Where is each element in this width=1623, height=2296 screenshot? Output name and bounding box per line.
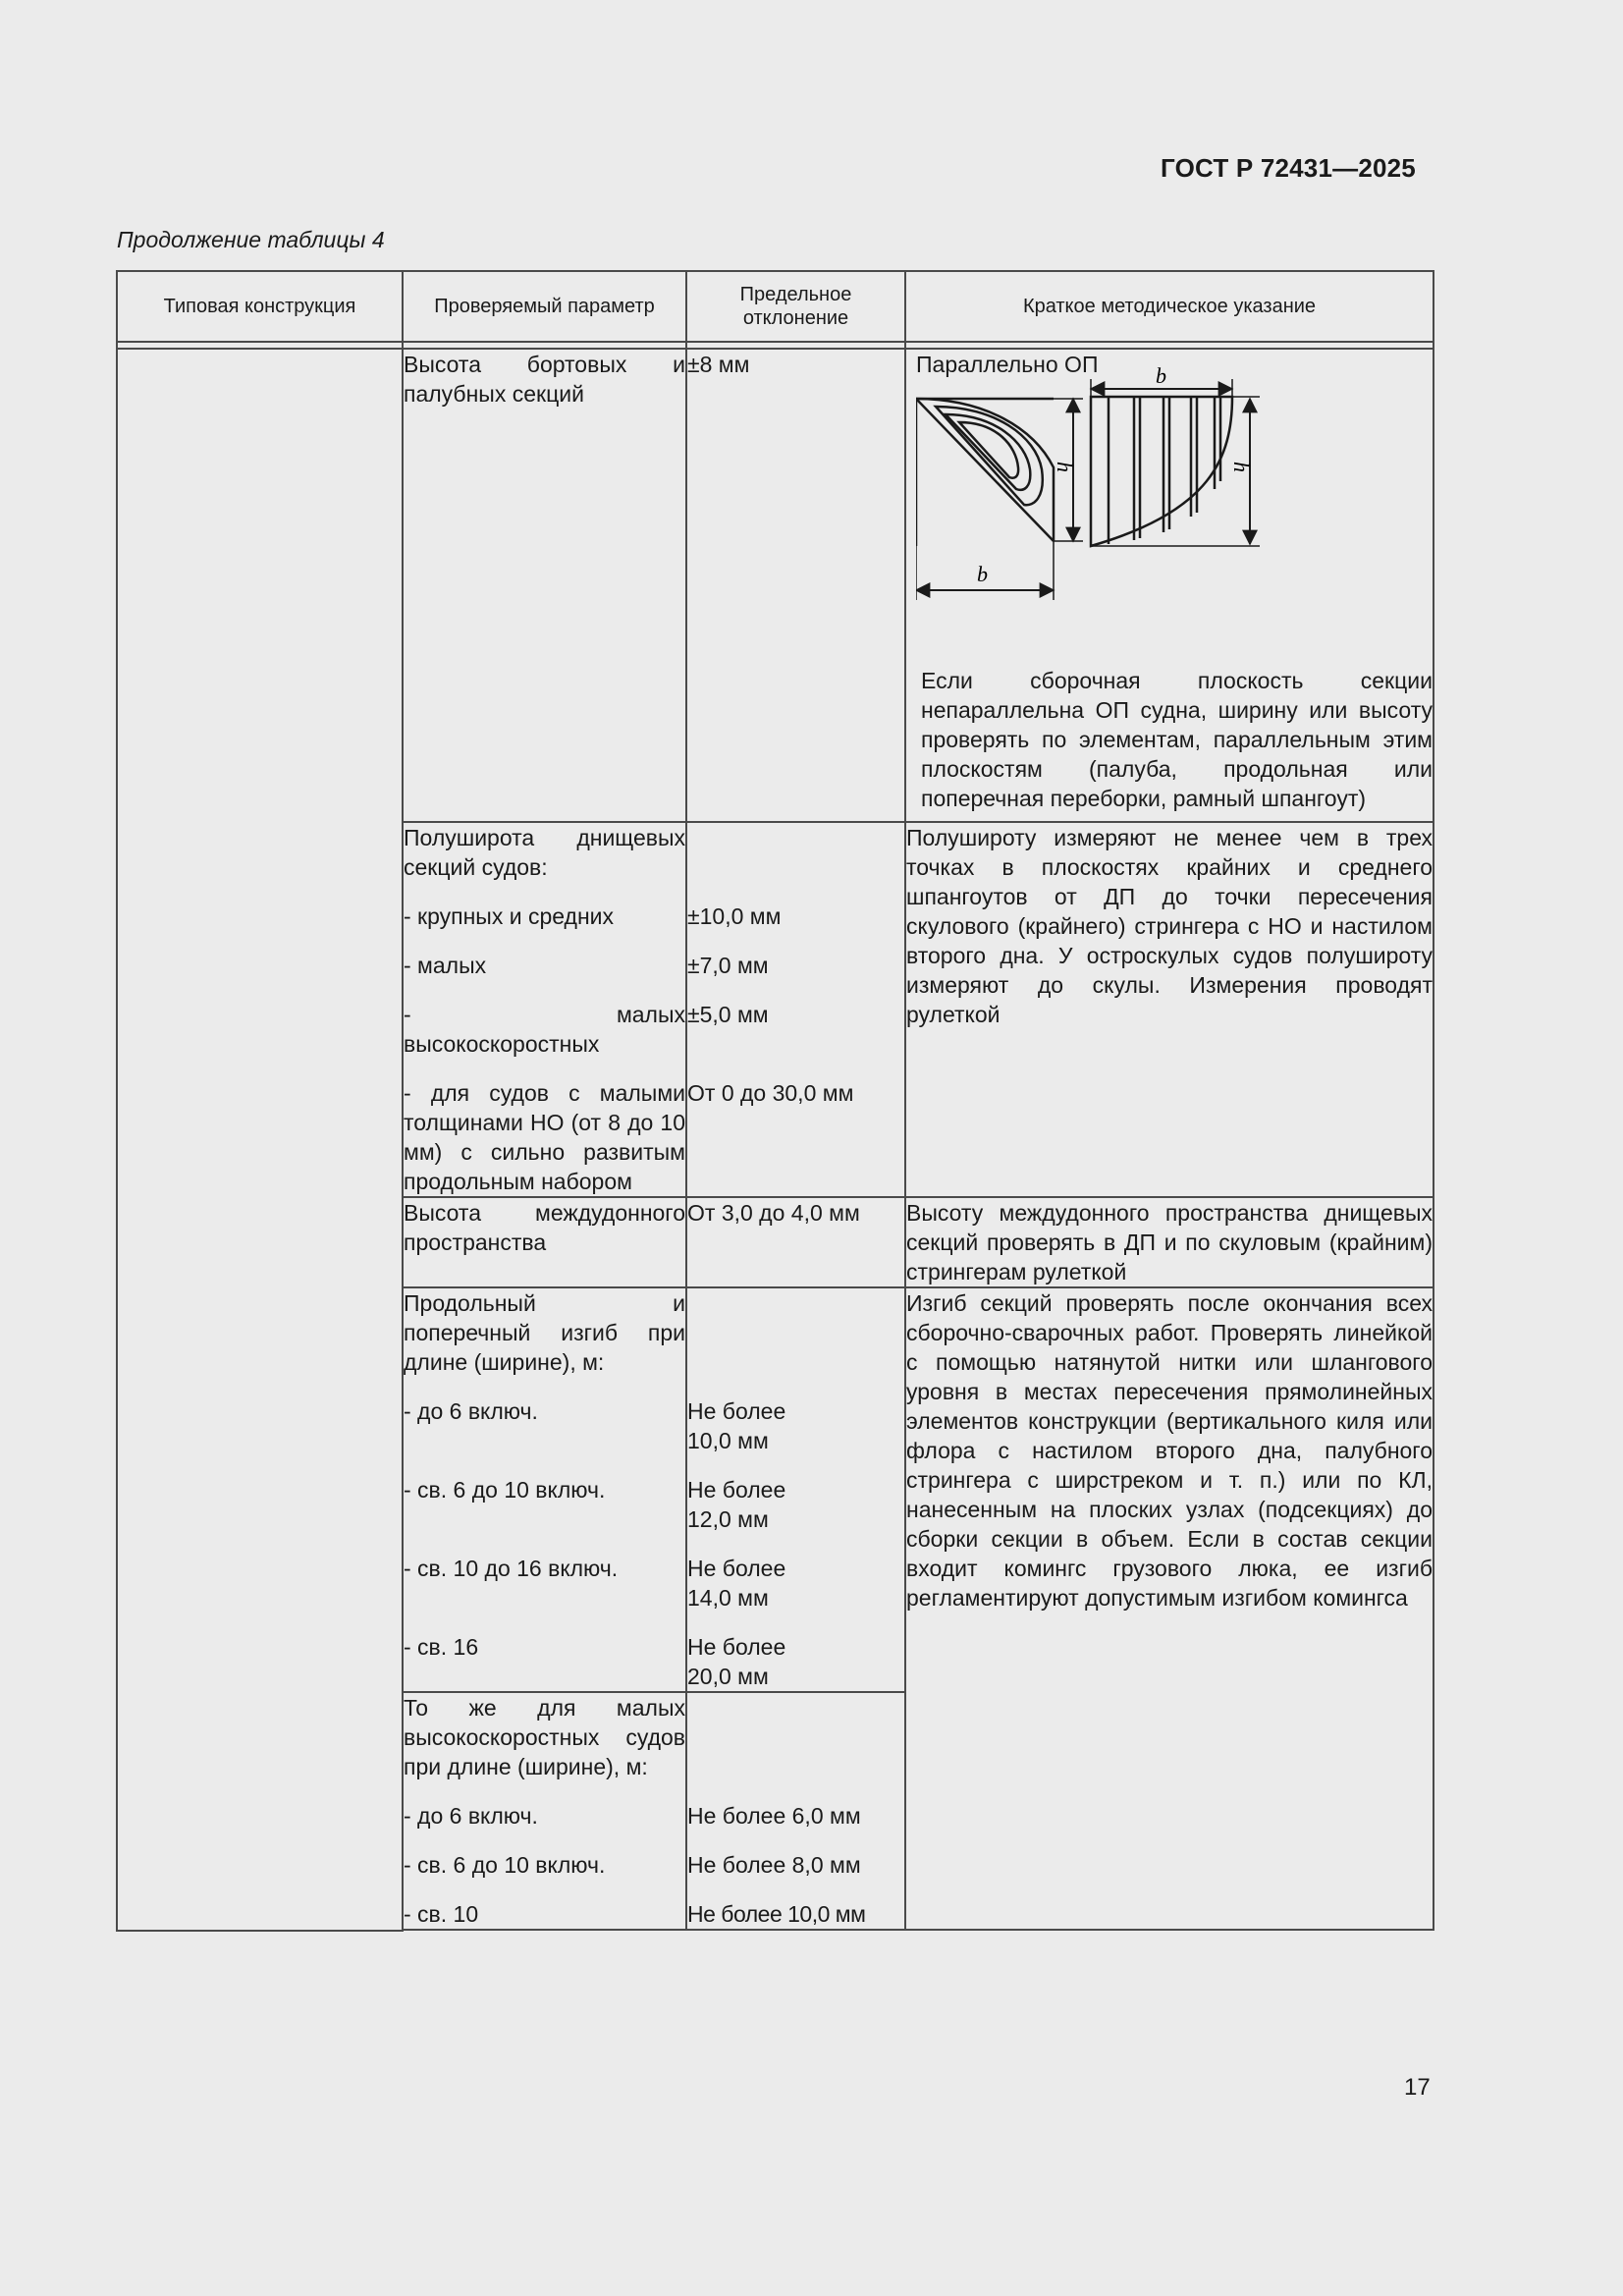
- parameter-cell: Высота бортовых и палубных секций: [403, 349, 686, 822]
- parameter-item: - св. 10 до 16 включ.: [404, 1556, 619, 1581]
- right-section-shape: [1091, 397, 1232, 546]
- parameter-item: - малых: [404, 953, 487, 978]
- tolerance-value: Не более 10,0 мм: [687, 1398, 786, 1453]
- parameter-item: - св. 6 до 10 включ.: [404, 1477, 606, 1503]
- parameter-item: - для судов с малыми толщинами НО (от 8 до 10 мм) с сильно развитым продольным набором: [404, 1080, 685, 1194]
- instruction-cell: Полушироту измеряют не менее чем в трех точках в плоскостях крайних и среднего шпангоутов от ДП до точки пересечения скулового (крайнего) стрингера с НО и настилом второго дна. У остроскулых судов полушироту измеряют до скулы. Измерения проводят рулеткой: [905, 822, 1434, 1197]
- instruction-cell: Изгиб секций проверять после окончания всех сборочно-сварочных работ. Проверять линейкой с помощью натянутой нитки или шлангового уровня в местах пересечения прямолинейных элементов конструкции (вертикального киля или флора с настилом второго дна, палубного стрингера с ширстреком и т. п.) или по КЛ, нанесенным на плоских узлах (подсекциях) до сборки секции в объем. Если в состав секции входит комингс грузового люка, ее изгиб регламентируют допустимым изгибом комингса: [905, 1287, 1434, 1930]
- section-diagram: [916, 350, 1433, 674]
- table-row: [117, 349, 1434, 822]
- tolerance-table: [116, 270, 1434, 1932]
- label-b-right: b: [1156, 363, 1166, 388]
- diagram-label: Параллельно ОП: [916, 352, 1099, 377]
- tolerance-value: Не более 8,0 мм: [687, 1852, 861, 1878]
- left-section-shape: [916, 399, 1054, 546]
- parameter-cell: [403, 1287, 686, 1692]
- section-measurement-figure: [916, 350, 1427, 674]
- parameter-item: - до 6 включ.: [404, 1803, 538, 1829]
- column-header: Краткое методическое указание: [905, 271, 1434, 342]
- tolerance-cell: [686, 822, 905, 1197]
- tolerance-cell: [686, 1692, 905, 1930]
- parameter-cell: [403, 822, 686, 1197]
- table-header-row: [117, 271, 1434, 342]
- tolerance-cell: [686, 1287, 905, 1692]
- tolerance-value: Не более 6,0 мм: [687, 1803, 861, 1829]
- page-number: 17: [1404, 2074, 1431, 2101]
- label-h-left: h: [1053, 462, 1077, 472]
- tolerance-value: ±10,0 мм: [687, 903, 782, 929]
- header-separator: [117, 342, 1434, 349]
- table-caption: Продолжение таблицы 4: [117, 227, 385, 252]
- parameter-item: - св. 6 до 10 включ.: [404, 1852, 606, 1878]
- instruction-text: Если сборочная плоскость секции непараллельна ОП судна, ширину или высоту проверять по элементам, параллельным этим плоскостям (палуба, продольная или поперечная переборки, рамный шпангоут): [921, 668, 1433, 811]
- tolerance-value: От 0 до 30,0 мм: [687, 1080, 854, 1106]
- column-header: Предельное отклонение: [686, 271, 905, 342]
- tolerance-value: ±5,0 мм: [687, 1002, 769, 1027]
- tolerance-cell: ±8 мм: [686, 349, 905, 822]
- parameter-item: - малых высокоскоростных: [404, 1002, 685, 1057]
- parameter-cell: Высота междудонного пространства: [403, 1197, 686, 1287]
- tolerance-value: ±7,0 мм: [687, 953, 769, 978]
- parameter-intro: Полуширота днищевых секций судов:: [404, 825, 685, 880]
- parameter-item: - св. 16: [404, 1634, 479, 1660]
- tolerance-value: Не более 20,0 мм: [687, 1634, 786, 1689]
- tolerance-value: Не более 12,0 мм: [687, 1477, 786, 1532]
- parameter-item: - крупных и средних: [404, 903, 615, 929]
- tolerance-cell: От 3,0 до 4,0 мм: [686, 1197, 905, 1287]
- parameter-item: - до 6 включ.: [404, 1398, 538, 1424]
- tolerance-value: Не более 10,0 мм: [687, 1901, 866, 1927]
- label-b-left: b: [977, 562, 988, 586]
- typical-construction-cell: [117, 349, 403, 1931]
- column-header: Типовая конструкция: [117, 271, 403, 342]
- parameter-intro: Продольный и поперечный изгиб при длине (ширине), м:: [404, 1290, 685, 1375]
- tolerance-value: Не более 14,0 мм: [687, 1556, 786, 1611]
- label-h-right: h: [1229, 462, 1254, 472]
- document-id: ГОСТ Р 72431—2025: [1161, 153, 1416, 183]
- instruction-cell: [905, 349, 1434, 822]
- parameter-item: - св. 10: [404, 1901, 479, 1927]
- column-header: Проверяемый параметр: [403, 271, 686, 342]
- parameter-intro: То же для малых высокоскоростных судов при длине (ширине), м:: [404, 1695, 685, 1779]
- parameter-cell: [403, 1692, 686, 1930]
- instruction-cell: Высоту междудонного пространства днищевых секций проверять в ДП и по скуловым (крайним) стрингерам рулеткой: [905, 1197, 1434, 1287]
